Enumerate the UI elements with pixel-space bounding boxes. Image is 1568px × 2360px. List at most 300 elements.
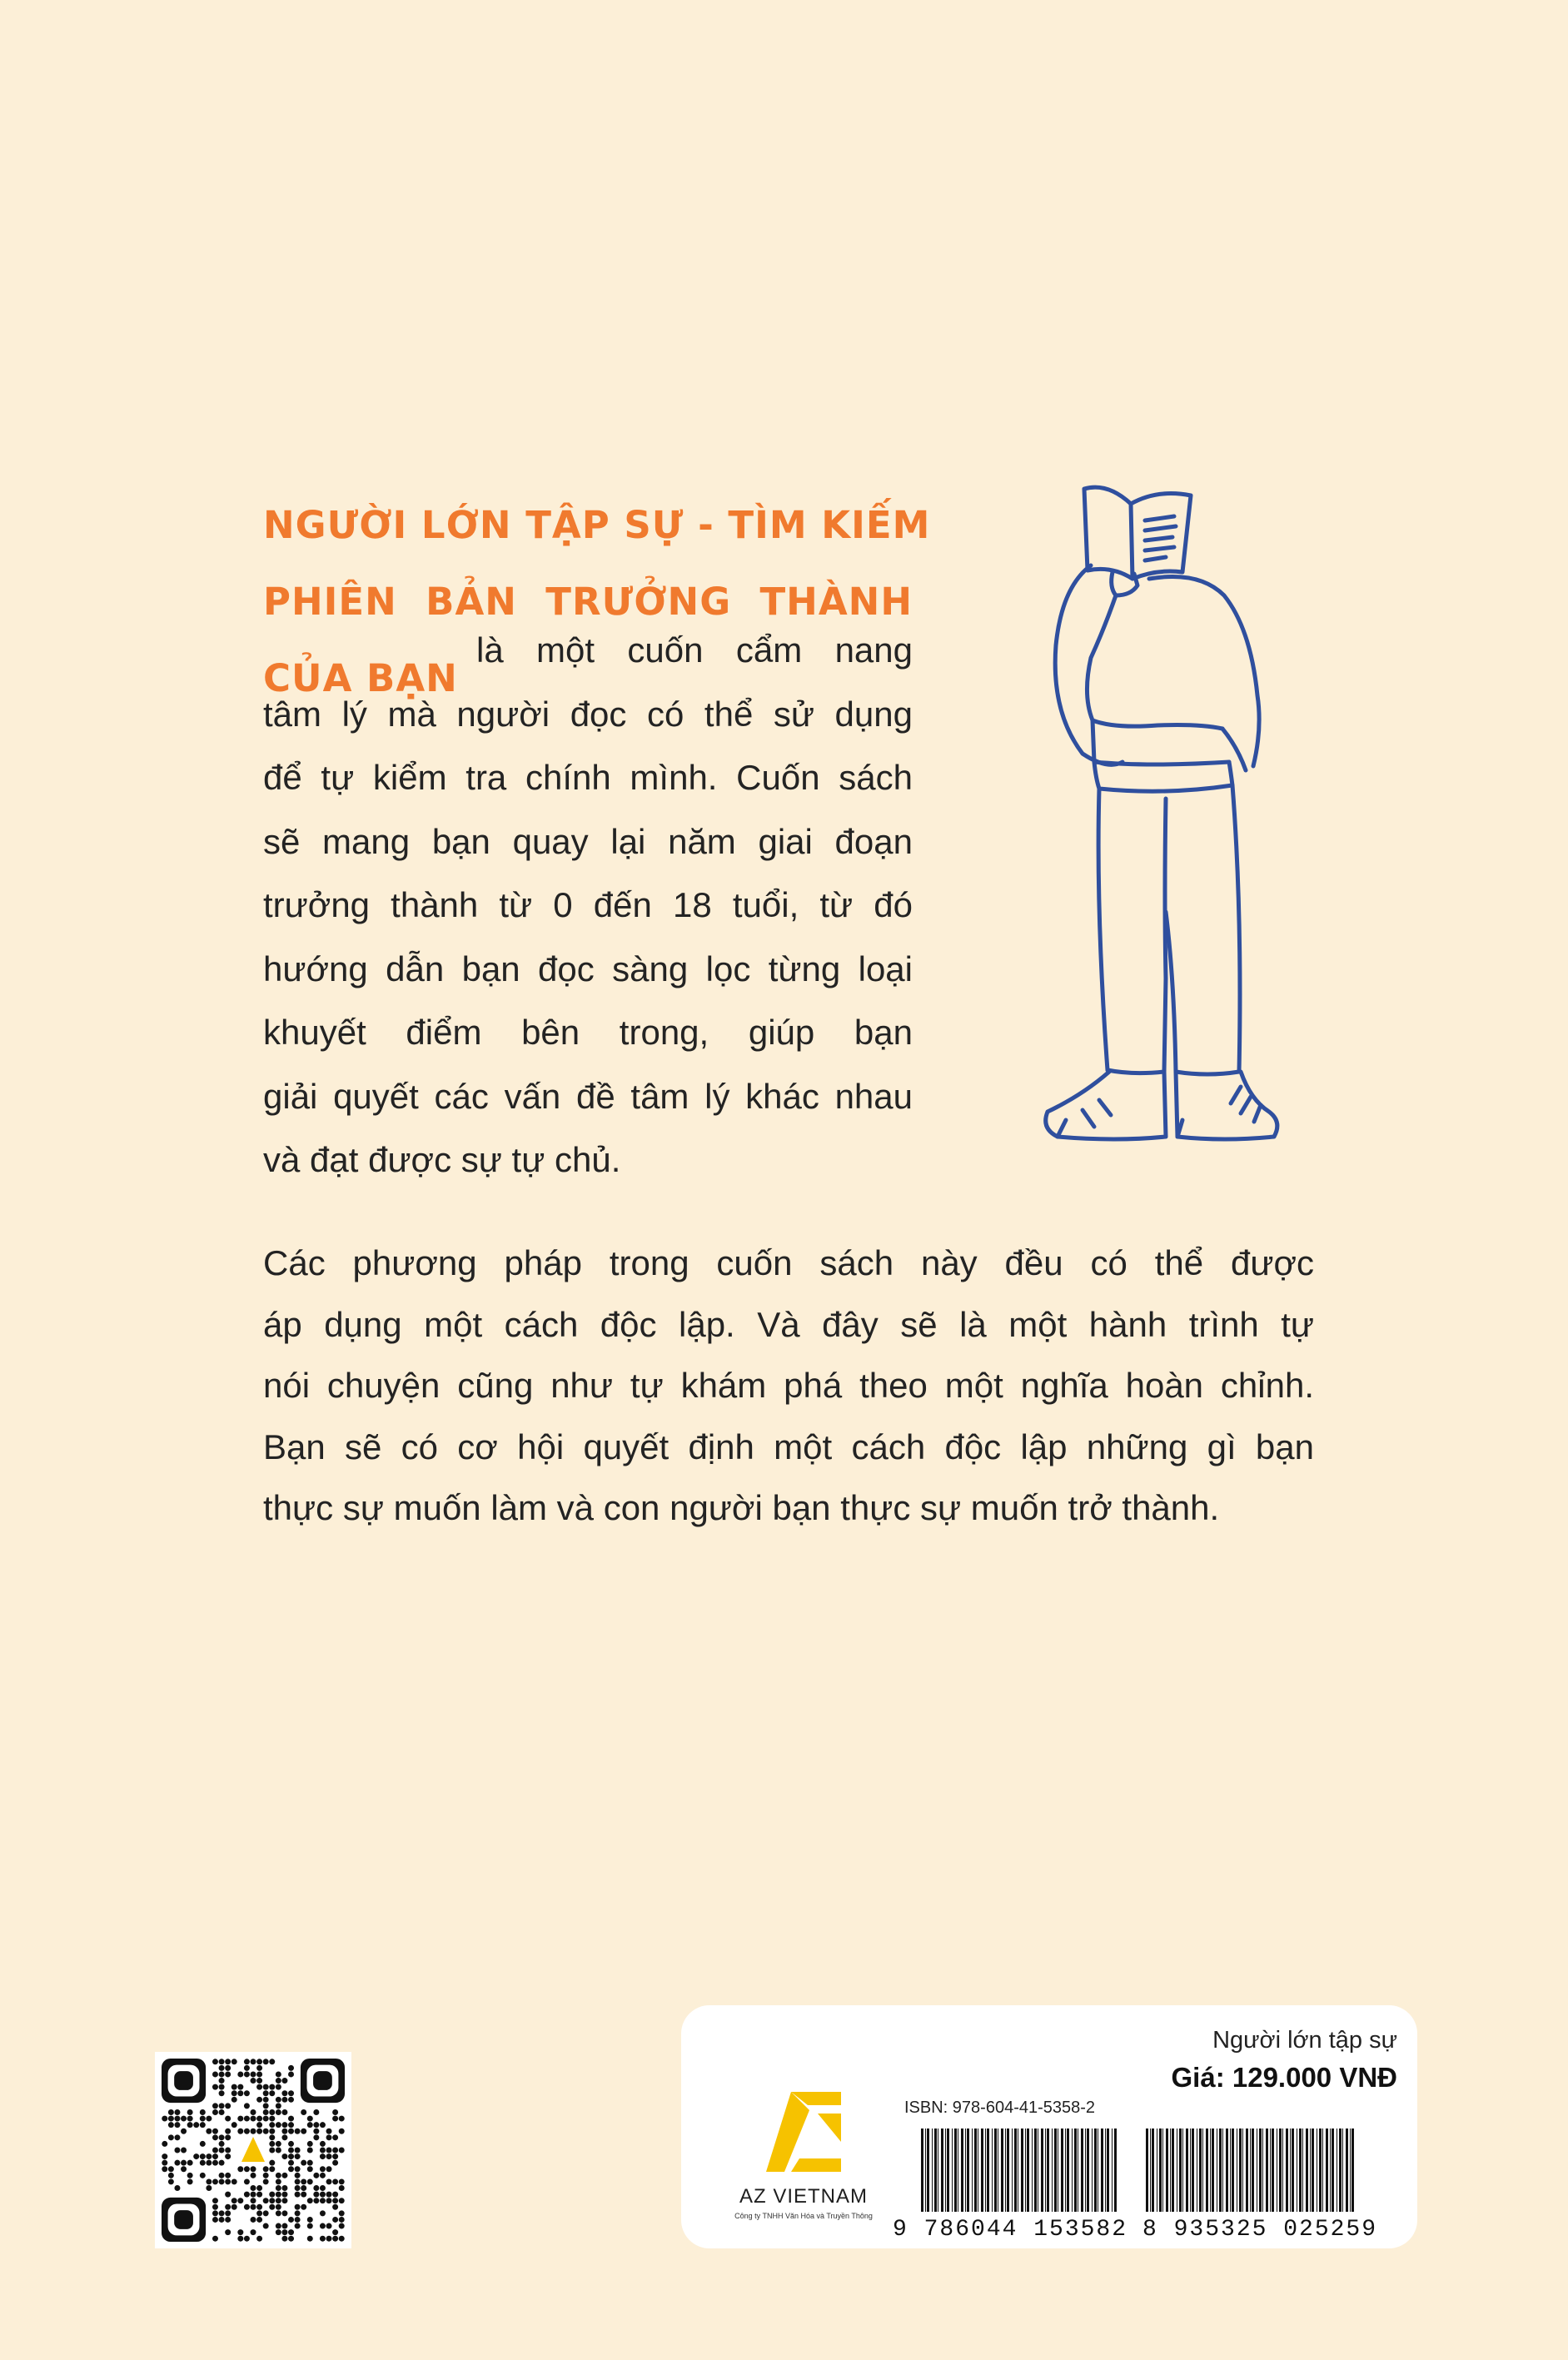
qr-dot: [281, 2198, 287, 2203]
qr-dot: [288, 2236, 294, 2242]
qr-dot: [326, 2148, 332, 2153]
qr-dot: [288, 2148, 294, 2153]
qr-dot: [332, 2116, 338, 2122]
barcode-bar: [1326, 2128, 1328, 2212]
barcode-bar: [1250, 2128, 1251, 2212]
qr-dot: [301, 2185, 306, 2191]
qr-dot: [307, 2141, 313, 2147]
barcode-bar: [1182, 2128, 1183, 2212]
title-line-1: NGƯỜI LỚN TẬP SỰ - TÌM KIẾM: [263, 503, 931, 547]
qr-dot: [174, 2122, 180, 2128]
qr-dot: [307, 2166, 313, 2172]
qr-dot: [181, 2128, 187, 2134]
barcode-bar: [1226, 2128, 1228, 2212]
qr-dot: [219, 2160, 225, 2166]
qr-dot: [326, 2166, 332, 2172]
qr-finder: [174, 2210, 193, 2229]
qr-dot: [256, 2084, 262, 2090]
qr-dot: [219, 2078, 225, 2084]
qr-dot: [263, 2198, 269, 2203]
qr-dot: [219, 2210, 225, 2216]
qr-dot: [212, 2204, 218, 2210]
book-name: Người lớn tập sự: [1212, 2027, 1397, 2054]
qr-dot: [295, 2148, 301, 2153]
barcode-bar: [1259, 2128, 1262, 2212]
qr-dot: [256, 2078, 262, 2084]
qr-dot: [206, 2178, 212, 2184]
qr-dot: [326, 2128, 332, 2134]
barcode-bar: [1094, 2128, 1097, 2212]
az-logo-icon: [766, 2092, 841, 2172]
qr-dot: [295, 2185, 301, 2191]
qr-dot: [269, 2084, 275, 2090]
qr-dot: [212, 2217, 218, 2223]
qr-dot: [320, 2198, 326, 2203]
qr-dot: [269, 2059, 275, 2064]
qr-dot: [276, 2148, 281, 2153]
qr-dot: [301, 2204, 306, 2210]
qr-dot: [281, 2223, 287, 2229]
qr-dot: [212, 2210, 218, 2216]
qr-dot: [339, 2178, 345, 2184]
barcode-bar: [932, 2128, 933, 2212]
qr-dot: [251, 2078, 256, 2084]
barcode-bar: [1246, 2128, 1248, 2212]
barcode-bar: [945, 2128, 946, 2212]
qr-dot: [174, 2185, 180, 2191]
barcode-bar: [1219, 2128, 1222, 2212]
qr-dot: [212, 2071, 218, 2077]
barcode-bar: [1312, 2128, 1314, 2212]
qr-dot: [256, 2192, 262, 2198]
qr-dot: [256, 2217, 262, 2223]
qr-dot: [276, 2071, 281, 2077]
qr-dot: [219, 2059, 225, 2064]
qr-dot: [276, 2229, 281, 2235]
qr-dot: [281, 2078, 287, 2084]
barcode-bar: [1252, 2128, 1254, 2212]
qr-dot: [301, 2192, 306, 2198]
qr-dot: [162, 2153, 167, 2159]
qr-dot: [181, 2160, 187, 2166]
qr-dot: [326, 2178, 332, 2184]
qr-dot: [225, 2210, 231, 2216]
qr-dot: [332, 2204, 338, 2210]
qr-dot: [200, 2173, 206, 2178]
qr-dot: [288, 2122, 294, 2128]
intro-line: để tự kiểm tra chính mình. Cuốn sách: [263, 758, 913, 797]
barcode-bar: [1306, 2128, 1308, 2212]
qr-dot: [269, 2160, 275, 2166]
qr-dot: [281, 2109, 287, 2115]
qr-dot: [276, 2185, 281, 2191]
qr-dot: [269, 2148, 275, 2153]
qr-dot: [307, 2236, 313, 2242]
qr-dot: [168, 2116, 174, 2122]
qr-dot: [225, 2128, 231, 2134]
barcode-bar: [1212, 2128, 1214, 2212]
qr-dot: [307, 2178, 313, 2184]
barcode-bar: [1047, 2128, 1049, 2212]
qr-dot: [212, 2153, 218, 2159]
qr-dot: [339, 2185, 345, 2191]
paragraph-line: Bạn sẽ có cơ hội quyết định một cách độc lập những gì bạn: [263, 1426, 1314, 1466]
barcode-bar: [1232, 2128, 1234, 2212]
barcode-number-2: 8 935325 025259: [1142, 2217, 1378, 2243]
qr-dot: [212, 2198, 218, 2203]
qr-dot: [269, 2198, 275, 2203]
publisher-logo: [733, 2092, 874, 2240]
qr-dot: [225, 2065, 231, 2071]
qr-dot: [276, 2192, 281, 2198]
qr-dot: [307, 2160, 313, 2166]
qr-dot: [269, 2128, 275, 2134]
qr-dot: [295, 2210, 301, 2216]
barcode-bar: [1282, 2128, 1283, 2212]
barcode-bar: [1014, 2128, 1017, 2212]
qr-dot: [281, 2153, 287, 2159]
qr-dot: [244, 2090, 250, 2096]
qr-dot: [181, 2166, 187, 2172]
qr-dot: [281, 2229, 287, 2235]
qr-dot: [237, 2090, 243, 2096]
qr-dot: [339, 2198, 345, 2203]
qr-dot: [326, 2192, 332, 2198]
company-name: Công ty TNHH Văn Hóa và Truyền Thông: [734, 2212, 873, 2220]
qr-dot: [269, 2116, 275, 2122]
qr-dot: [200, 2160, 206, 2166]
qr-dot: [276, 2210, 281, 2216]
qr-dot: [281, 2236, 287, 2242]
qr-dot: [263, 2097, 269, 2103]
qr-dot: [256, 2059, 262, 2064]
barcode-bar: [934, 2128, 937, 2212]
barcode-bar: [1170, 2128, 1171, 2212]
paragraph-line: áp dụng một cách độc lập. Và đây sẽ là một hành trình tự: [263, 1304, 1314, 1344]
qr-dot: [162, 2166, 167, 2172]
barcode-bar: [1322, 2128, 1323, 2212]
qr-dot: [332, 2134, 338, 2140]
qr-dot: [320, 2153, 326, 2159]
qr-dot: [225, 2229, 231, 2235]
qr-dot: [237, 2116, 243, 2122]
qr-dot: [295, 2173, 301, 2178]
barcode-bar: [1159, 2128, 1162, 2212]
qr-dot: [276, 2204, 281, 2210]
qr-dot: [288, 2090, 294, 2096]
qr-dot: [212, 2134, 218, 2140]
qr-code: [155, 2052, 351, 2248]
qr-dot: [320, 2122, 326, 2128]
qr-dot: [200, 2122, 206, 2128]
qr-dot: [332, 2192, 338, 2198]
title-line-2: PHIÊN BẢN TRƯỞNG THÀNH: [263, 580, 913, 624]
barcode-bar: [1001, 2128, 1003, 2212]
qr-dot: [200, 2116, 206, 2122]
barcode-bar: [1105, 2128, 1106, 2212]
qr-dot: [263, 2223, 269, 2229]
barcode-bar: [985, 2128, 986, 2212]
qr-dot: [276, 2141, 281, 2147]
qr-dot: [320, 2141, 326, 2147]
qr-dot: [219, 2178, 225, 2184]
barcode-bar: [1041, 2128, 1043, 2212]
qr-dot: [251, 2217, 256, 2223]
barcode-bar: [1186, 2128, 1188, 2212]
qr-dot: [251, 2198, 256, 2203]
qr-dot: [187, 2178, 193, 2184]
qr-dot: [339, 2148, 345, 2153]
qr-dot: [332, 2109, 338, 2115]
qr-dot: [263, 2103, 269, 2109]
qr-dot: [339, 2116, 345, 2122]
qr-dot: [174, 2109, 180, 2115]
qr-dot: [295, 2192, 301, 2198]
qr-dot: [320, 2223, 326, 2229]
qr-dot: [339, 2128, 345, 2134]
intro-line: trưởng thành từ 0 đến 18 tuổi, từ đó: [263, 885, 913, 924]
qr-dot: [276, 2198, 281, 2203]
qr-dot: [231, 2178, 237, 2184]
intro-line: và đạt được sự tự chủ.: [263, 1140, 621, 1179]
barcode-bar: [1007, 2128, 1009, 2212]
isbn: ISBN: 978-604-41-5358-2: [904, 2099, 1096, 2117]
qr-dot: [320, 2148, 326, 2153]
qr-dot: [276, 2078, 281, 2084]
barcode-bar: [965, 2128, 966, 2212]
barcode-bar: [1210, 2128, 1211, 2212]
qr-dot: [231, 2059, 237, 2064]
barcode-bar: [994, 2128, 997, 2212]
qr-dot: [244, 2178, 250, 2184]
product-barcode: [1146, 2128, 1354, 2212]
qr-dot: [187, 2173, 193, 2178]
qr-dot: [187, 2109, 193, 2115]
barcode-bar: [1342, 2128, 1343, 2212]
qr-dot: [320, 2192, 326, 2198]
barcode-bar: [1162, 2128, 1163, 2212]
qr-dot: [263, 2128, 269, 2134]
qr-dot: [251, 2185, 256, 2191]
qr-dot: [244, 2204, 250, 2210]
qr-dot: [326, 2223, 332, 2229]
qr-dot: [269, 2090, 275, 2096]
barcode-bar: [1302, 2128, 1303, 2212]
barcode-bar: [1054, 2128, 1057, 2212]
qr-dot: [269, 2204, 275, 2210]
qr-dot: [237, 2166, 243, 2172]
qr-dot: [269, 2109, 275, 2115]
qr-dot: [313, 2185, 319, 2191]
barcode-bar: [1292, 2128, 1294, 2212]
barcode-bar: [947, 2128, 949, 2212]
qr-dot: [339, 2223, 345, 2229]
barcode-bar: [1021, 2128, 1023, 2212]
qr-dot: [174, 2148, 180, 2153]
qr-dot: [320, 2236, 326, 2242]
qr-dot: [288, 2128, 294, 2134]
qr-dot: [244, 2192, 250, 2198]
qr-dot: [237, 2128, 243, 2134]
barcode-bar: [1319, 2128, 1322, 2212]
qr-dot: [251, 2116, 256, 2122]
barcode-bar: [1072, 2128, 1073, 2212]
qr-dot: [200, 2109, 206, 2115]
paragraph-line: thực sự muốn làm và con người bạn thực sự muốn trở thành.: [263, 1488, 1220, 1527]
qr-dot: [174, 2116, 180, 2122]
price-barcode-card: [681, 2005, 1417, 2248]
qr-dot: [307, 2116, 313, 2122]
qr-dot: [181, 2116, 187, 2122]
qr-dot: [256, 2122, 262, 2128]
qr-dot: [281, 2134, 287, 2140]
barcode-bar: [992, 2128, 993, 2212]
qr-dot: [339, 2210, 345, 2216]
barcode-bar: [1087, 2128, 1089, 2212]
isbn-barcode: [921, 2128, 1118, 2212]
barcode-bar: [1012, 2128, 1013, 2212]
qr-dot: [332, 2160, 338, 2166]
barcode-bar: [1112, 2128, 1113, 2212]
qr-dot: [219, 2065, 225, 2071]
barcode-bar: [1025, 2128, 1026, 2212]
qr-dot: [219, 2134, 225, 2140]
qr-dot: [187, 2160, 193, 2166]
qr-dot: [219, 2141, 225, 2147]
barcode-bar: [1202, 2128, 1203, 2212]
qr-dot: [212, 2103, 218, 2109]
intro-line: khuyết điểm bên trong, giúp bạn: [263, 1013, 913, 1052]
qr-dot: [200, 2141, 206, 2147]
qr-dot: [313, 2198, 319, 2203]
qr-dot: [256, 2128, 262, 2134]
qr-dot: [276, 2109, 281, 2115]
qr-dot: [313, 2134, 319, 2140]
intro-line: sẽ mang bạn quay lại năm giai đoạn: [263, 821, 913, 861]
qr-dot: [281, 2185, 287, 2191]
qr-dot: [251, 2128, 256, 2134]
qr-dot: [288, 2097, 294, 2103]
qr-dot: [225, 2116, 231, 2122]
barcode-bar: [1032, 2128, 1033, 2212]
qr-dot: [269, 2192, 275, 2198]
qr-dot: [276, 2223, 281, 2229]
qr-dot: [332, 2148, 338, 2153]
barcode-bar: [1150, 2128, 1151, 2212]
qr-dot: [276, 2173, 281, 2178]
qr-dot: [281, 2210, 287, 2216]
barcode-bar: [1172, 2128, 1174, 2212]
intro-line: là một cuốn cẩm nang: [476, 630, 913, 670]
barcode-bar: [1332, 2128, 1334, 2212]
qr-dot: [276, 2084, 281, 2090]
qr-dot: [332, 2236, 338, 2242]
barcode-bar: [1350, 2128, 1351, 2212]
qr-dot: [263, 2090, 269, 2096]
barcode-bar: [1114, 2128, 1117, 2212]
qr-dot: [295, 2204, 301, 2210]
qr-dot: [263, 2059, 269, 2064]
qr-dot: [219, 2090, 225, 2096]
qr-dot: [244, 2059, 250, 2064]
qr-dot: [326, 2134, 332, 2140]
qr-finder: [174, 2071, 193, 2090]
barcode-bar: [1206, 2128, 1208, 2212]
qr-dot: [301, 2160, 306, 2166]
barcode-bar: [1179, 2128, 1182, 2212]
qr-dot: [256, 2116, 262, 2122]
qr-dot: [168, 2109, 174, 2115]
qr-dot: [225, 2134, 231, 2140]
barcode-bar: [1346, 2128, 1348, 2212]
qr-dot: [168, 2122, 174, 2128]
qr-dot: [288, 2153, 294, 2159]
qr-dot: [307, 2217, 313, 2223]
paragraph-line: nói chuyện cũng như tự khám phá theo một nghĩa hoàn chỉnh.: [263, 1366, 1314, 1405]
barcode-bar: [1085, 2128, 1086, 2212]
barcode-bar: [987, 2128, 989, 2212]
barcode-bar: [1310, 2128, 1311, 2212]
qr-dot: [212, 2178, 218, 2184]
qr-dot: [256, 2065, 262, 2071]
barcode-bar: [1299, 2128, 1302, 2212]
qr-dot: [219, 2173, 225, 2178]
qr-dot: [168, 2134, 174, 2140]
qr-dot: [269, 2141, 275, 2147]
qr-dot: [212, 2084, 218, 2090]
qr-dot: [251, 2166, 256, 2172]
barcode-bar: [1152, 2128, 1154, 2212]
qr-finder: [313, 2071, 332, 2090]
qr-dot: [332, 2198, 338, 2203]
qr-dot: [219, 2217, 225, 2223]
barcode-bar: [1092, 2128, 1093, 2212]
qr-dot: [225, 2071, 231, 2077]
qr-dot: [251, 2173, 256, 2178]
barcode-bar: [1052, 2128, 1053, 2212]
qr-dot: [237, 2229, 243, 2235]
barcode-bar: [1290, 2128, 1291, 2212]
barcode-bar: [972, 2128, 973, 2212]
barcode-bar: [1262, 2128, 1263, 2212]
qr-dot: [256, 2071, 262, 2077]
qr-dot: [244, 2071, 250, 2077]
barcode-number-1: 9 786044 153582: [893, 2217, 1128, 2243]
barcode-bar: [1272, 2128, 1274, 2212]
qr-dot: [332, 2229, 338, 2235]
qr-dot: [212, 2160, 218, 2166]
barcode-bar: [1330, 2128, 1331, 2212]
barcode-bar: [1101, 2128, 1103, 2212]
qr-dot: [219, 2148, 225, 2153]
barcode-bar: [1339, 2128, 1342, 2212]
qr-dot: [295, 2128, 301, 2134]
qr-dot: [231, 2122, 237, 2128]
qr-dot: [326, 2153, 332, 2159]
qr-dot: [307, 2223, 313, 2229]
qr-dot: [206, 2153, 212, 2159]
qr-dot: [237, 2084, 243, 2090]
description-paragraph: [263, 1232, 1314, 1539]
qr-dot: [256, 2210, 262, 2216]
barcode-bar: [1146, 2128, 1148, 2212]
qr-dot: [225, 2103, 231, 2109]
qr-dot: [251, 2204, 256, 2210]
barcode-bar: [1107, 2128, 1109, 2212]
qr-dot: [263, 2109, 269, 2115]
qr-dot: [225, 2148, 231, 2153]
qr-dot: [225, 2217, 231, 2223]
